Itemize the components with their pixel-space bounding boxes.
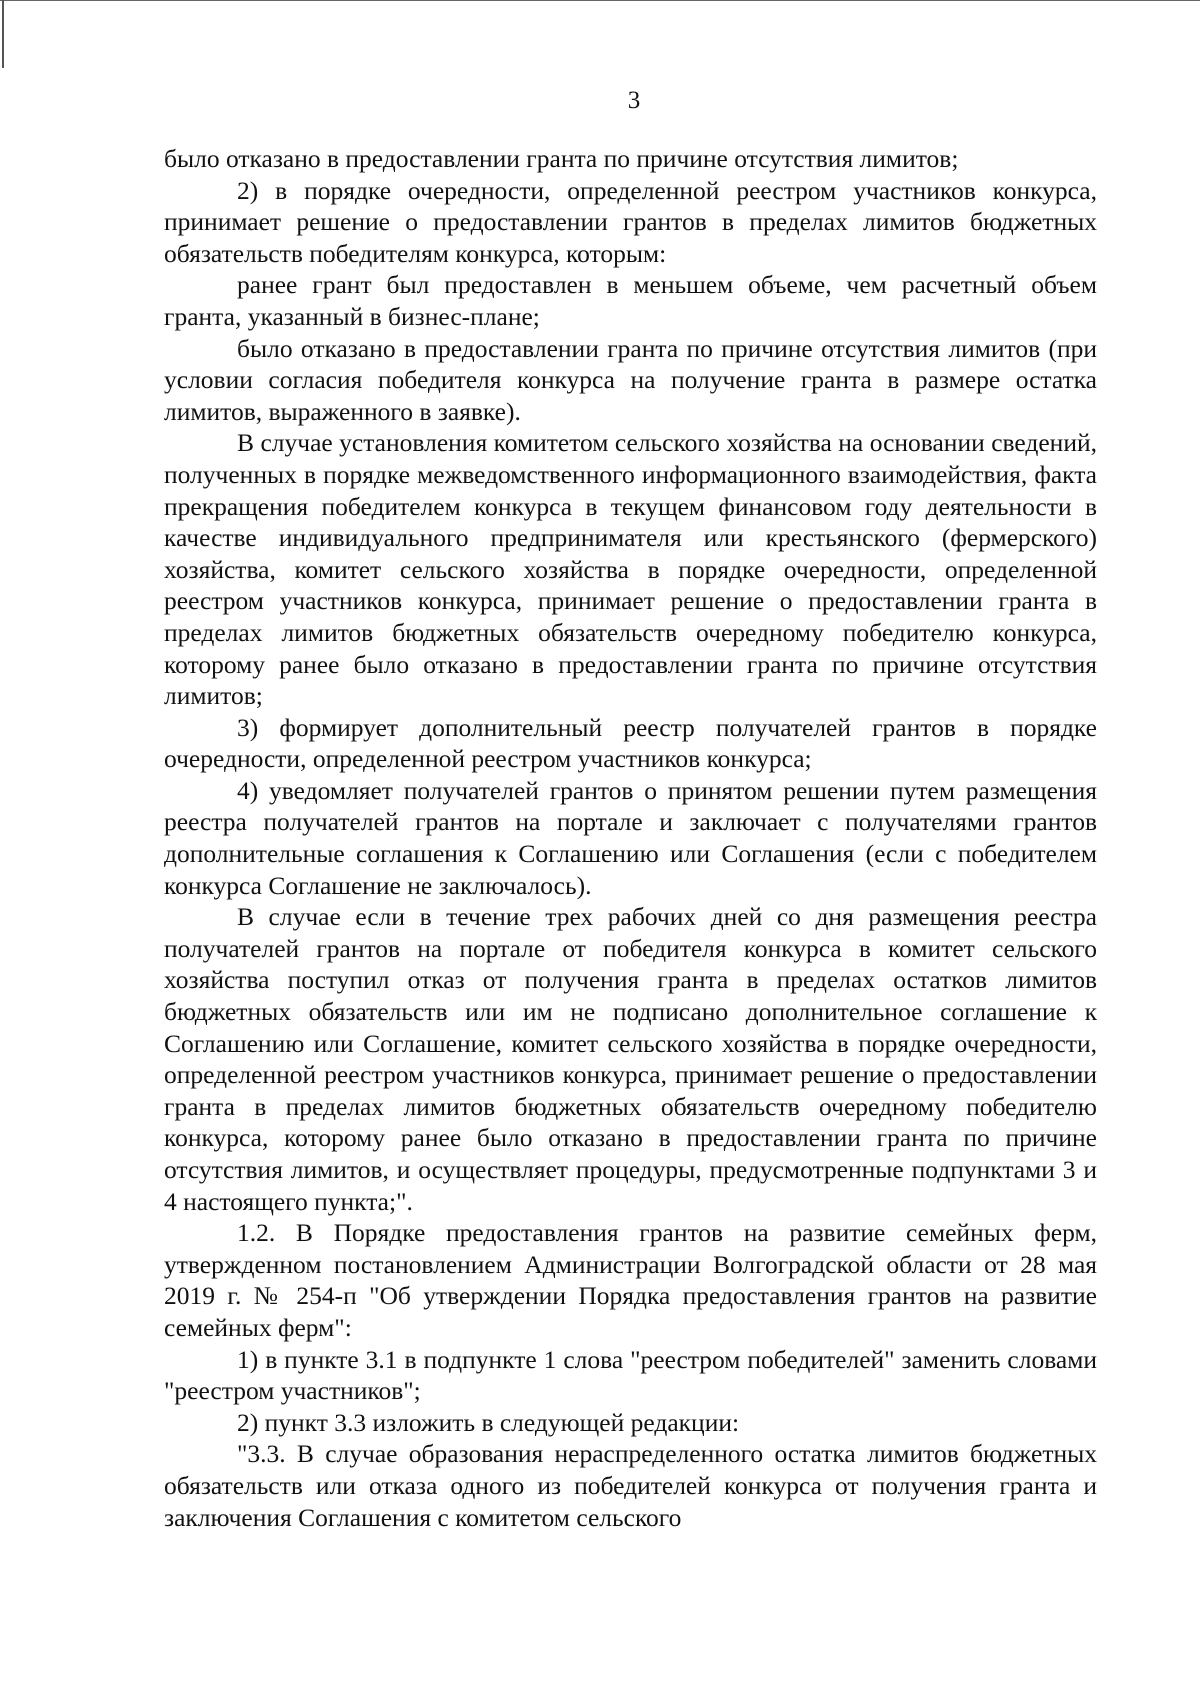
paragraph-7: 4) уведомляет получателей грантов о принятом решении путем размещения реестра получателей грантов на портале и заключает с получателями грантов дополнительные соглашения к Соглашению или Соглашения (если с победителем конкурса Соглашение не заключалось).	[164, 775, 1097, 900]
paragraph-11: 2) пункт 3.3 изложить в следующей редакции:	[237, 1407, 740, 1437]
paragraph-2: 2) в порядке очередности, определенной реестром участников конкурса, принимает решение о предоставлении грантов в пределах лимитов бюджетных обязательств победителям конкурса, которым:	[164, 175, 1097, 268]
paragraph-8: В случае если в течение трех рабочих дней со дня размещения реестра получателей грантов на портале от победителя конкурса в комитет сельского хозяйства поступил отказ от получения гранта в пределах остатков лимитов бюджетных обязательств или им не подписано дополнительное соглашение к Соглашению или Соглашение, комитет сельского хозяйства в порядке очередности, определенной реестром участников конкурса, принимает решение о предоставлении гранта в пределах лимитов бюджетных обязательств очередному победителю конкурса, которому ранее было отказано в предоставлении гранта по причине отсутствия лимитов, и осуществляет процедуры, предусмотренные подпунктами 3 и 4 настоящего пункта;".	[164, 902, 1097, 1216]
paragraph-12: "3.3. В случае образования нераспределенного остатка лимитов бюджетных обязательств или отказа одного из победителей конкурса от получения гранта и заключения Соглашения с комитетом сельского	[164, 1439, 1097, 1532]
paragraph-5: В случае установления комитетом сельского хозяйства на основании сведений, полученных в порядке межведомственного информационного взаимодействия, факта прекращения победителем конкурса в текущем финансовом году деятельности в качестве индивидуального предпринимателя или крестьянского (фермерского) хозяйства, комитет сельского хозяйства в порядке очередности, определенной реестром участников конкурса, принимает решение о предоставлении гранта в пределах лимитов бюджетных обязательств очередному победителю конкурса, которому ранее было отказано в предоставлении гранта по причине отсутствия лимитов;	[164, 428, 1097, 711]
paragraph-3: ранее грант был предоставлен в меньшем объеме, чем расчетный объем гранта, указанный в бизнес-плане;	[164, 270, 1097, 331]
paragraph-10: 1) в пункте 3.1 в подпункте 1 слова "реестром победителей" заменить словами "реестром участников";	[164, 1344, 1097, 1406]
paragraph-9: 1.2. В Порядке предоставления грантов на развитие семейных ферм, утвержденном постановлением Администрации Волгоградской области от 28 мая 2019 г. № 254-п "Об утверждении Порядка предоставления грантов на развитие семейных ферм":	[164, 1218, 1097, 1342]
scan-left-edge	[2, 0, 4, 68]
paragraph-6: 3) формирует дополнительный реестр получателей грантов в порядке очередности, определенной реестром участников конкурса;	[164, 712, 1097, 774]
paragraph-4: было отказано в предоставлении гранта по причине отсутствия лимитов (при условии согласия победителя конкурса на получение гранта в размере остатка лимитов, выраженного в заявке).	[164, 333, 1097, 426]
page-number: 3	[627, 87, 641, 114]
document-body	[164, 143, 1097, 1533]
scan-top-edge	[0, 0, 1200, 4]
paragraph-1: было отказано в предоставлении гранта по причине отсутствия лимитов;	[164, 144, 959, 173]
